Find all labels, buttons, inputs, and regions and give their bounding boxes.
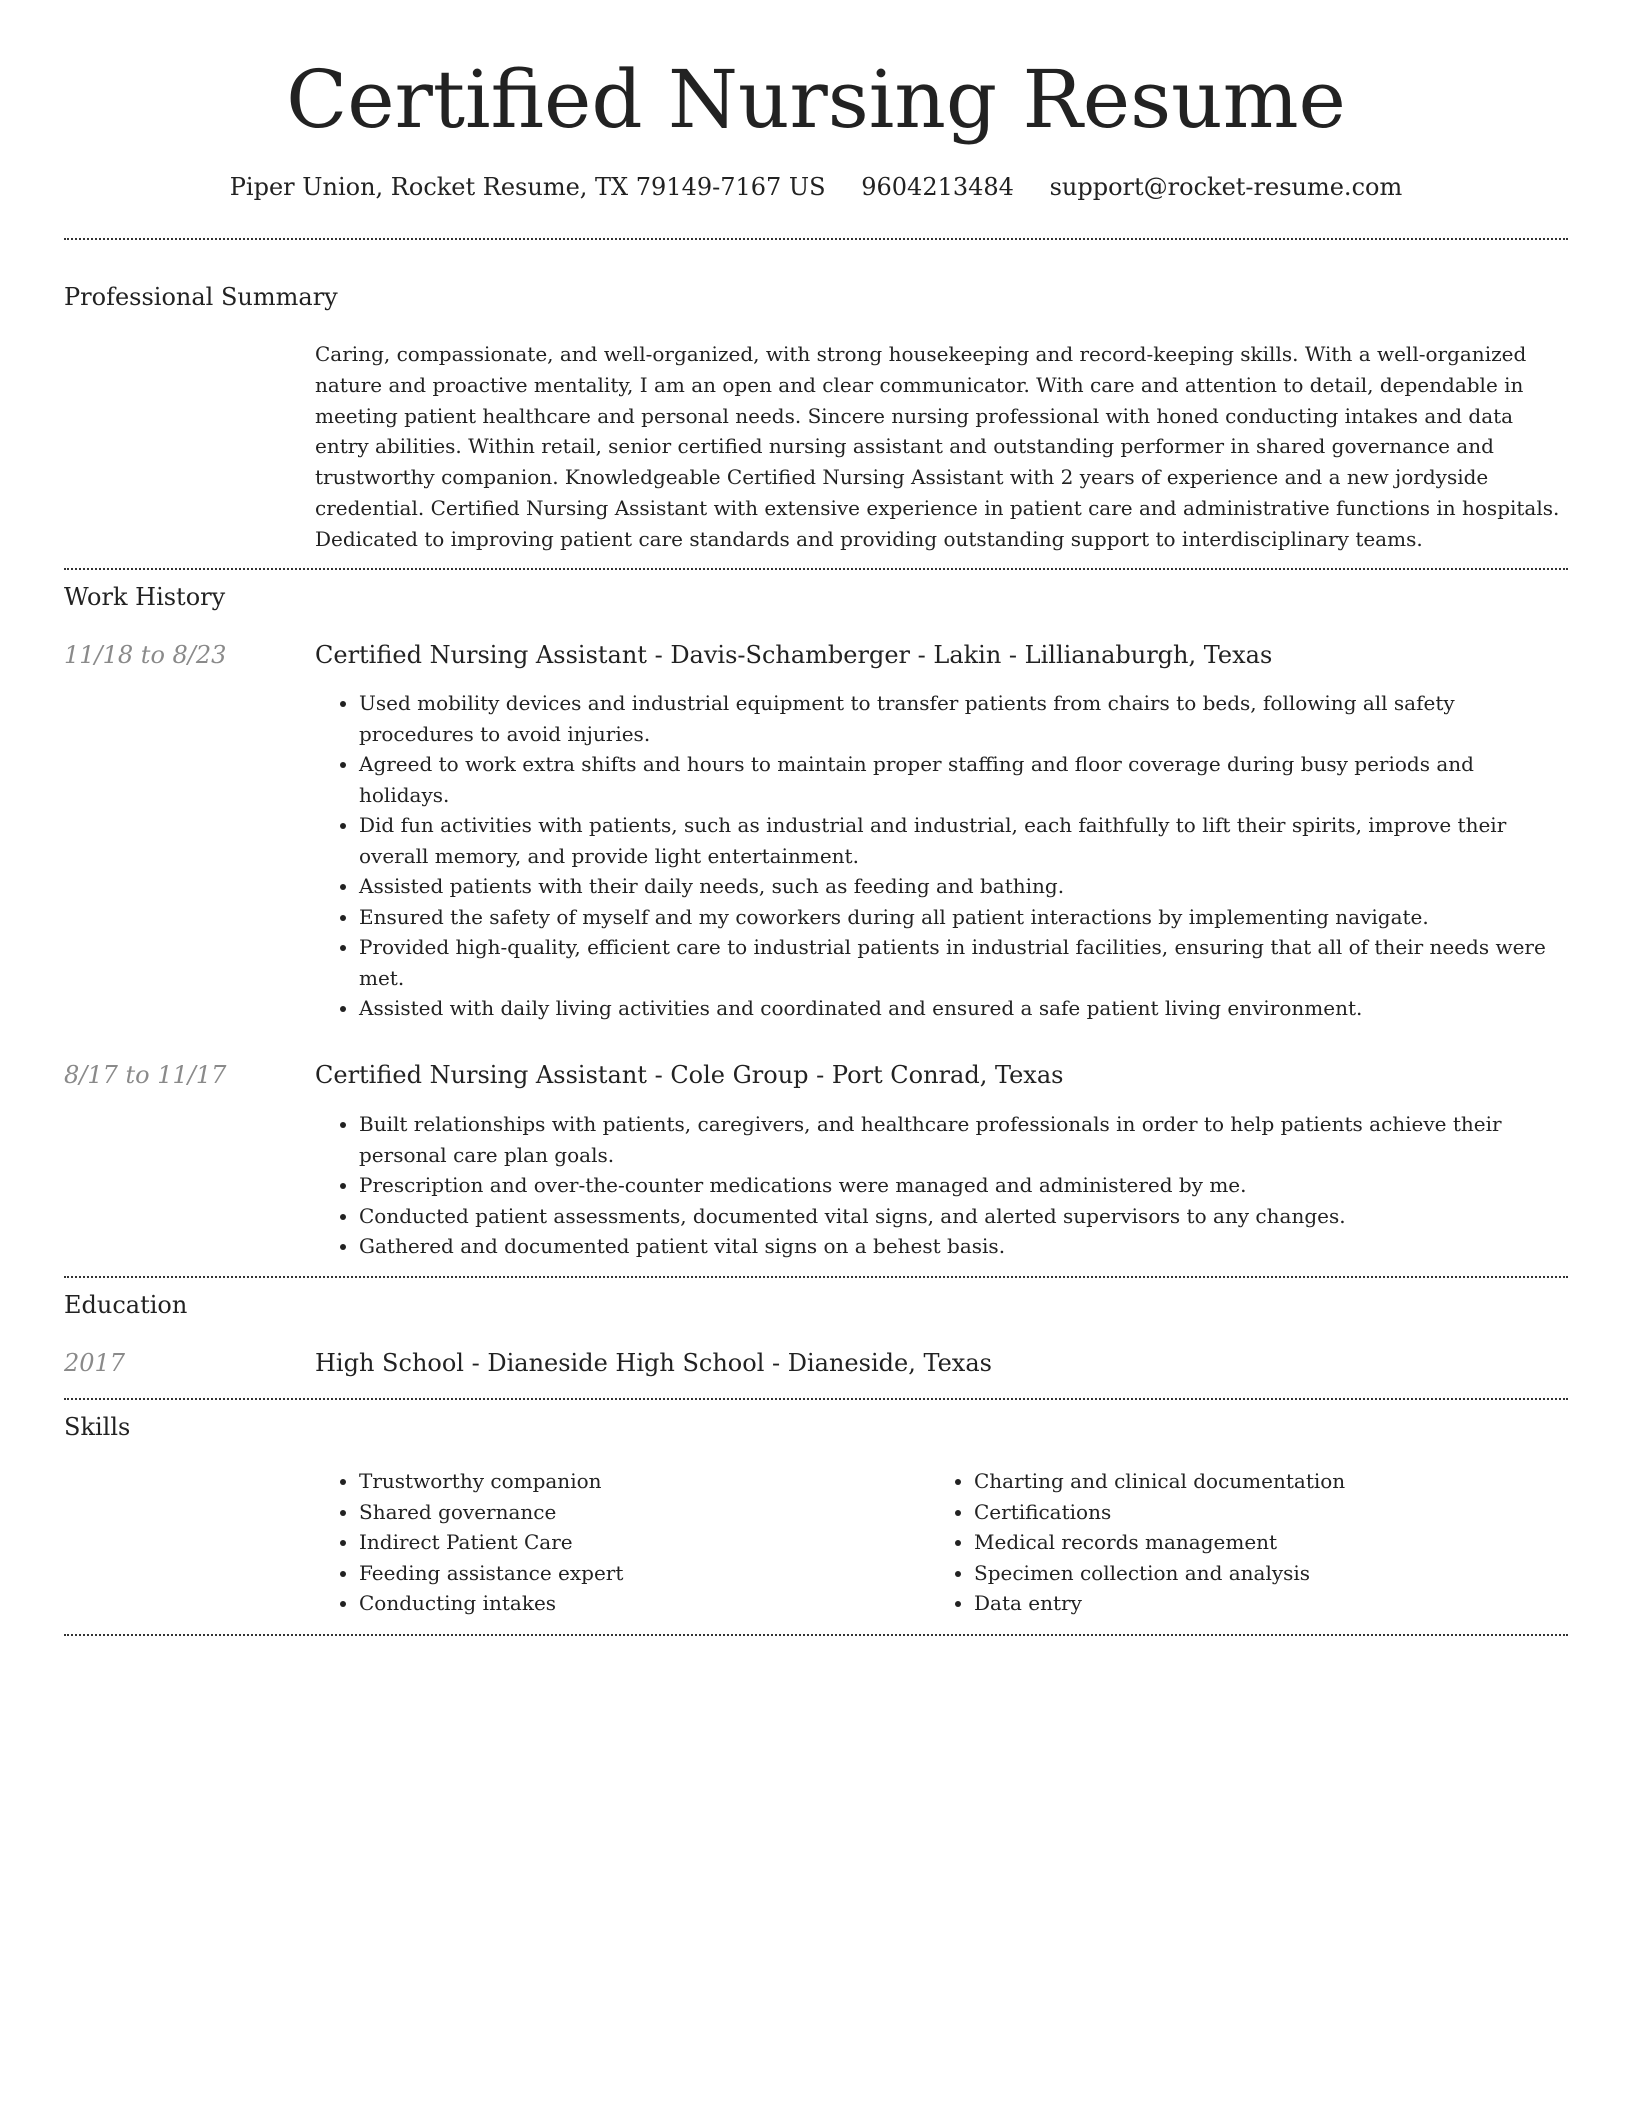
job-heading: Certified Nursing Assistant - Davis-Schamberger - Lakin - Lillianaburgh, Texas: [315, 641, 1273, 669]
section-title-skills: Skills: [64, 1413, 131, 1441]
education-heading: High School - Dianeside High School - Dianeside, Texas: [315, 1349, 992, 1377]
job-bullet-list: [315, 1109, 1565, 1262]
list-item: • Specimen collection and analysis: [974, 1558, 1530, 1589]
list-item: • Medical records management: [974, 1527, 1530, 1558]
list-item: • Prescription and over-the-counter medications were managed and administered by me.: [359, 1170, 1565, 1201]
list-item: • Gathered and documented patient vital signs on a behest basis.: [359, 1231, 1565, 1262]
section-divider: [64, 1398, 1568, 1400]
list-item: • Did fun activities with patients, such as industrial and industrial, each faithfully to lift their spirits, improve their overall memory, and provide light entertainment.: [359, 810, 1565, 871]
job-bullet-list: [315, 688, 1565, 1024]
list-item: • Assisted patients with their daily needs, such as feeding and bathing.: [359, 871, 1565, 902]
list-item: • Shared governance: [359, 1497, 915, 1528]
contact-address: Piper Union, Rocket Resume, TX 79149-7167 US: [229, 173, 826, 201]
list-item: • Agreed to work extra shifts and hours to maintain proper staffing and floor coverage during busy periods and holidays.: [359, 749, 1565, 810]
education-year: 2017: [64, 1349, 126, 1377]
skills-list-left: [315, 1466, 915, 1619]
job-dates: 11/18 to 8/23: [64, 641, 227, 669]
list-item: • Assisted with daily living activities and coordinated and ensured a safe patient living environment.: [359, 993, 1565, 1024]
contact-line: [64, 170, 1568, 204]
list-item: • Built relationships with patients, caregivers, and healthcare professionals in order to help patients achieve their personal care plan goals.: [359, 1109, 1565, 1170]
list-item: • Conducting intakes: [359, 1588, 915, 1619]
list-item: • Charting and clinical documentation: [974, 1466, 1530, 1497]
section-divider: [64, 568, 1568, 570]
job-dates: 8/17 to 11/17: [64, 1061, 227, 1089]
section-divider: [64, 238, 1568, 240]
job-heading: Certified Nursing Assistant - Cole Group - Port Conrad, Texas: [315, 1061, 1064, 1089]
skills-list-right: [930, 1466, 1530, 1619]
list-item: • Indirect Patient Care: [359, 1527, 915, 1558]
list-item: • Used mobility devices and industrial equipment to transfer patients from chairs to beds, following all safety procedures to avoid injuries.: [359, 688, 1565, 749]
section-title-summary: Professional Summary: [64, 283, 338, 311]
section-title-education: Education: [64, 1291, 188, 1319]
section-divider: [64, 1276, 1568, 1278]
list-item: • Conducted patient assessments, documented vital signs, and alerted supervisors to any changes.: [359, 1201, 1565, 1232]
contact-phone: 9604213484: [861, 173, 1014, 201]
list-item: • Data entry: [974, 1588, 1530, 1619]
resume-name-heading: Certified Nursing Resume: [286, 53, 1346, 146]
list-item: • Feeding assistance expert: [359, 1558, 915, 1589]
section-title-work-history: Work History: [64, 583, 226, 611]
list-item: • Ensured the safety of myself and my coworkers during all patient interactions by implementing navigate.: [359, 902, 1565, 933]
list-item: • Trustworthy companion: [359, 1466, 915, 1497]
summary-text: Caring, compassionate, and well-organized, with strong housekeeping and record-keeping skills. With a well-organized nature and proactive mentality, I am an open and clear communicator. With care and attention to detail, dependable in meeting patient healthcare and personal needs. Sincere nursing professional with honed conducting intakes and data entry abilities. Within retail, senior certified nursing assistant and outstanding performer in shared governance and trustworthy companion. Knowledgeable Certified Nursing Assistant with 2 years of experience and a new jordyside credential. Certified Nursing Assistant with extensive experience in patient care and administrative functions in hospitals. Dedicated to improving patient care standards and providing outstanding support to interdisciplinary teams.: [315, 342, 1560, 551]
section-divider: [64, 1634, 1568, 1636]
contact-email: support@rocket-resume.com: [1049, 173, 1403, 201]
list-item: • Certifications: [974, 1497, 1530, 1528]
list-item: • Provided high-quality, efficient care to industrial patients in industrial facilities, ensuring that all of their needs were met.: [359, 932, 1565, 993]
